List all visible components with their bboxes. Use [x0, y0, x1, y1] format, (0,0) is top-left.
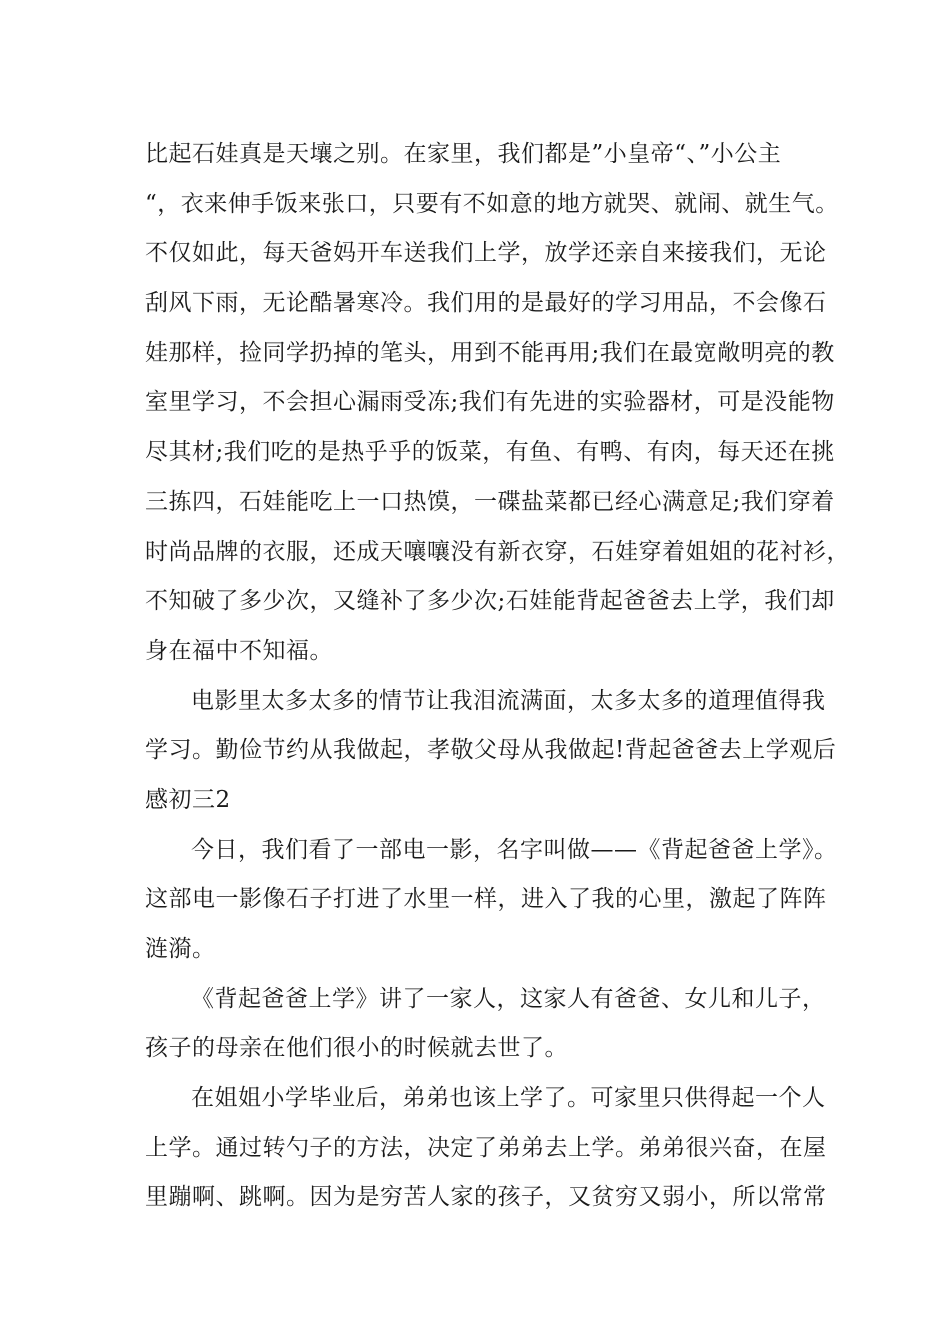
paragraph-first-line: 在姐姐小学毕业后，弟弟也该上学了。可家里只供得起一个人 — [191, 1085, 826, 1112]
text-line: 涟漪。 — [145, 936, 216, 962]
text-line: 上学。通过转勺子的方法，决定了弟弟去上学。弟弟很兴奋，在屋 — [145, 1134, 827, 1161]
text-line: 室里学习，不会担心漏雨受冻;我们有先进的实验器材，可是没能物 — [145, 389, 835, 416]
text-line: 比起石娃真是天壤之别。在家里，我们都是”小皇帝“、”小公主 — [145, 141, 782, 167]
text-line: 不知破了多少次，又缝补了多少次;石娃能背起爸爸去上学，我们却 — [145, 588, 835, 615]
paragraph-first-line: 《背起爸爸上学》讲了一家人，这家人有爸爸、女儿和儿子， — [191, 985, 826, 1012]
text-line: 三拣四，石娃能吃上一口热馍，一碟盐菜都已经心满意足;我们穿着 — [145, 488, 835, 515]
text-line: 时尚品牌的衣服，还成天嚷嚷没有新衣穿，石娃穿着姐姐的花衬衫， — [145, 538, 850, 565]
text-line: 尽其材;我们吃的是热乎乎的饭菜，有鱼、有鸭、有肉，每天还在挑 — [145, 439, 835, 466]
text-line: 里蹦啊、跳啊。因为是穷苦人家的孩子，又贫穷又弱小，所以常常 — [145, 1184, 827, 1211]
text-line: 娃那样，捡同学扔掉的笔头，用到不能再用;我们在最宽敞明亮的教 — [145, 339, 835, 366]
paragraph-first-line: 今日，我们看了一部电一影，名字叫做——《背起爸爸上学》。 — [191, 836, 838, 863]
text-line: 这部电一影像石子打进了水里一样，进入了我的心里，激起了阵阵 — [145, 886, 827, 913]
text-line: “，衣来伸手饭来张口，只要有不如意的地方就哭、就闹、就生气。 — [145, 190, 839, 217]
text-line: 学习。勤俭节约从我做起，孝敬父母从我做起!背起爸爸去上学观后 — [145, 737, 837, 764]
text-line: 刮风下雨，无论酷暑寒冷。我们用的是最好的学习用品，不会像石 — [145, 290, 827, 317]
text-line: 不仅如此，每天爸妈开车送我们上学，放学还亲自来接我们，无论 — [145, 240, 827, 267]
paragraph-first-line: 电影里太多太多的情节让我泪流满面，太多太多的道理值得我 — [191, 687, 826, 714]
text-line: 感初三2 — [145, 786, 231, 813]
text-line: 孩子的母亲在他们很小的时候就去世了。 — [145, 1035, 568, 1062]
text-line: 身在福中不知福。 — [145, 637, 333, 664]
document-body — [145, 130, 850, 1223]
